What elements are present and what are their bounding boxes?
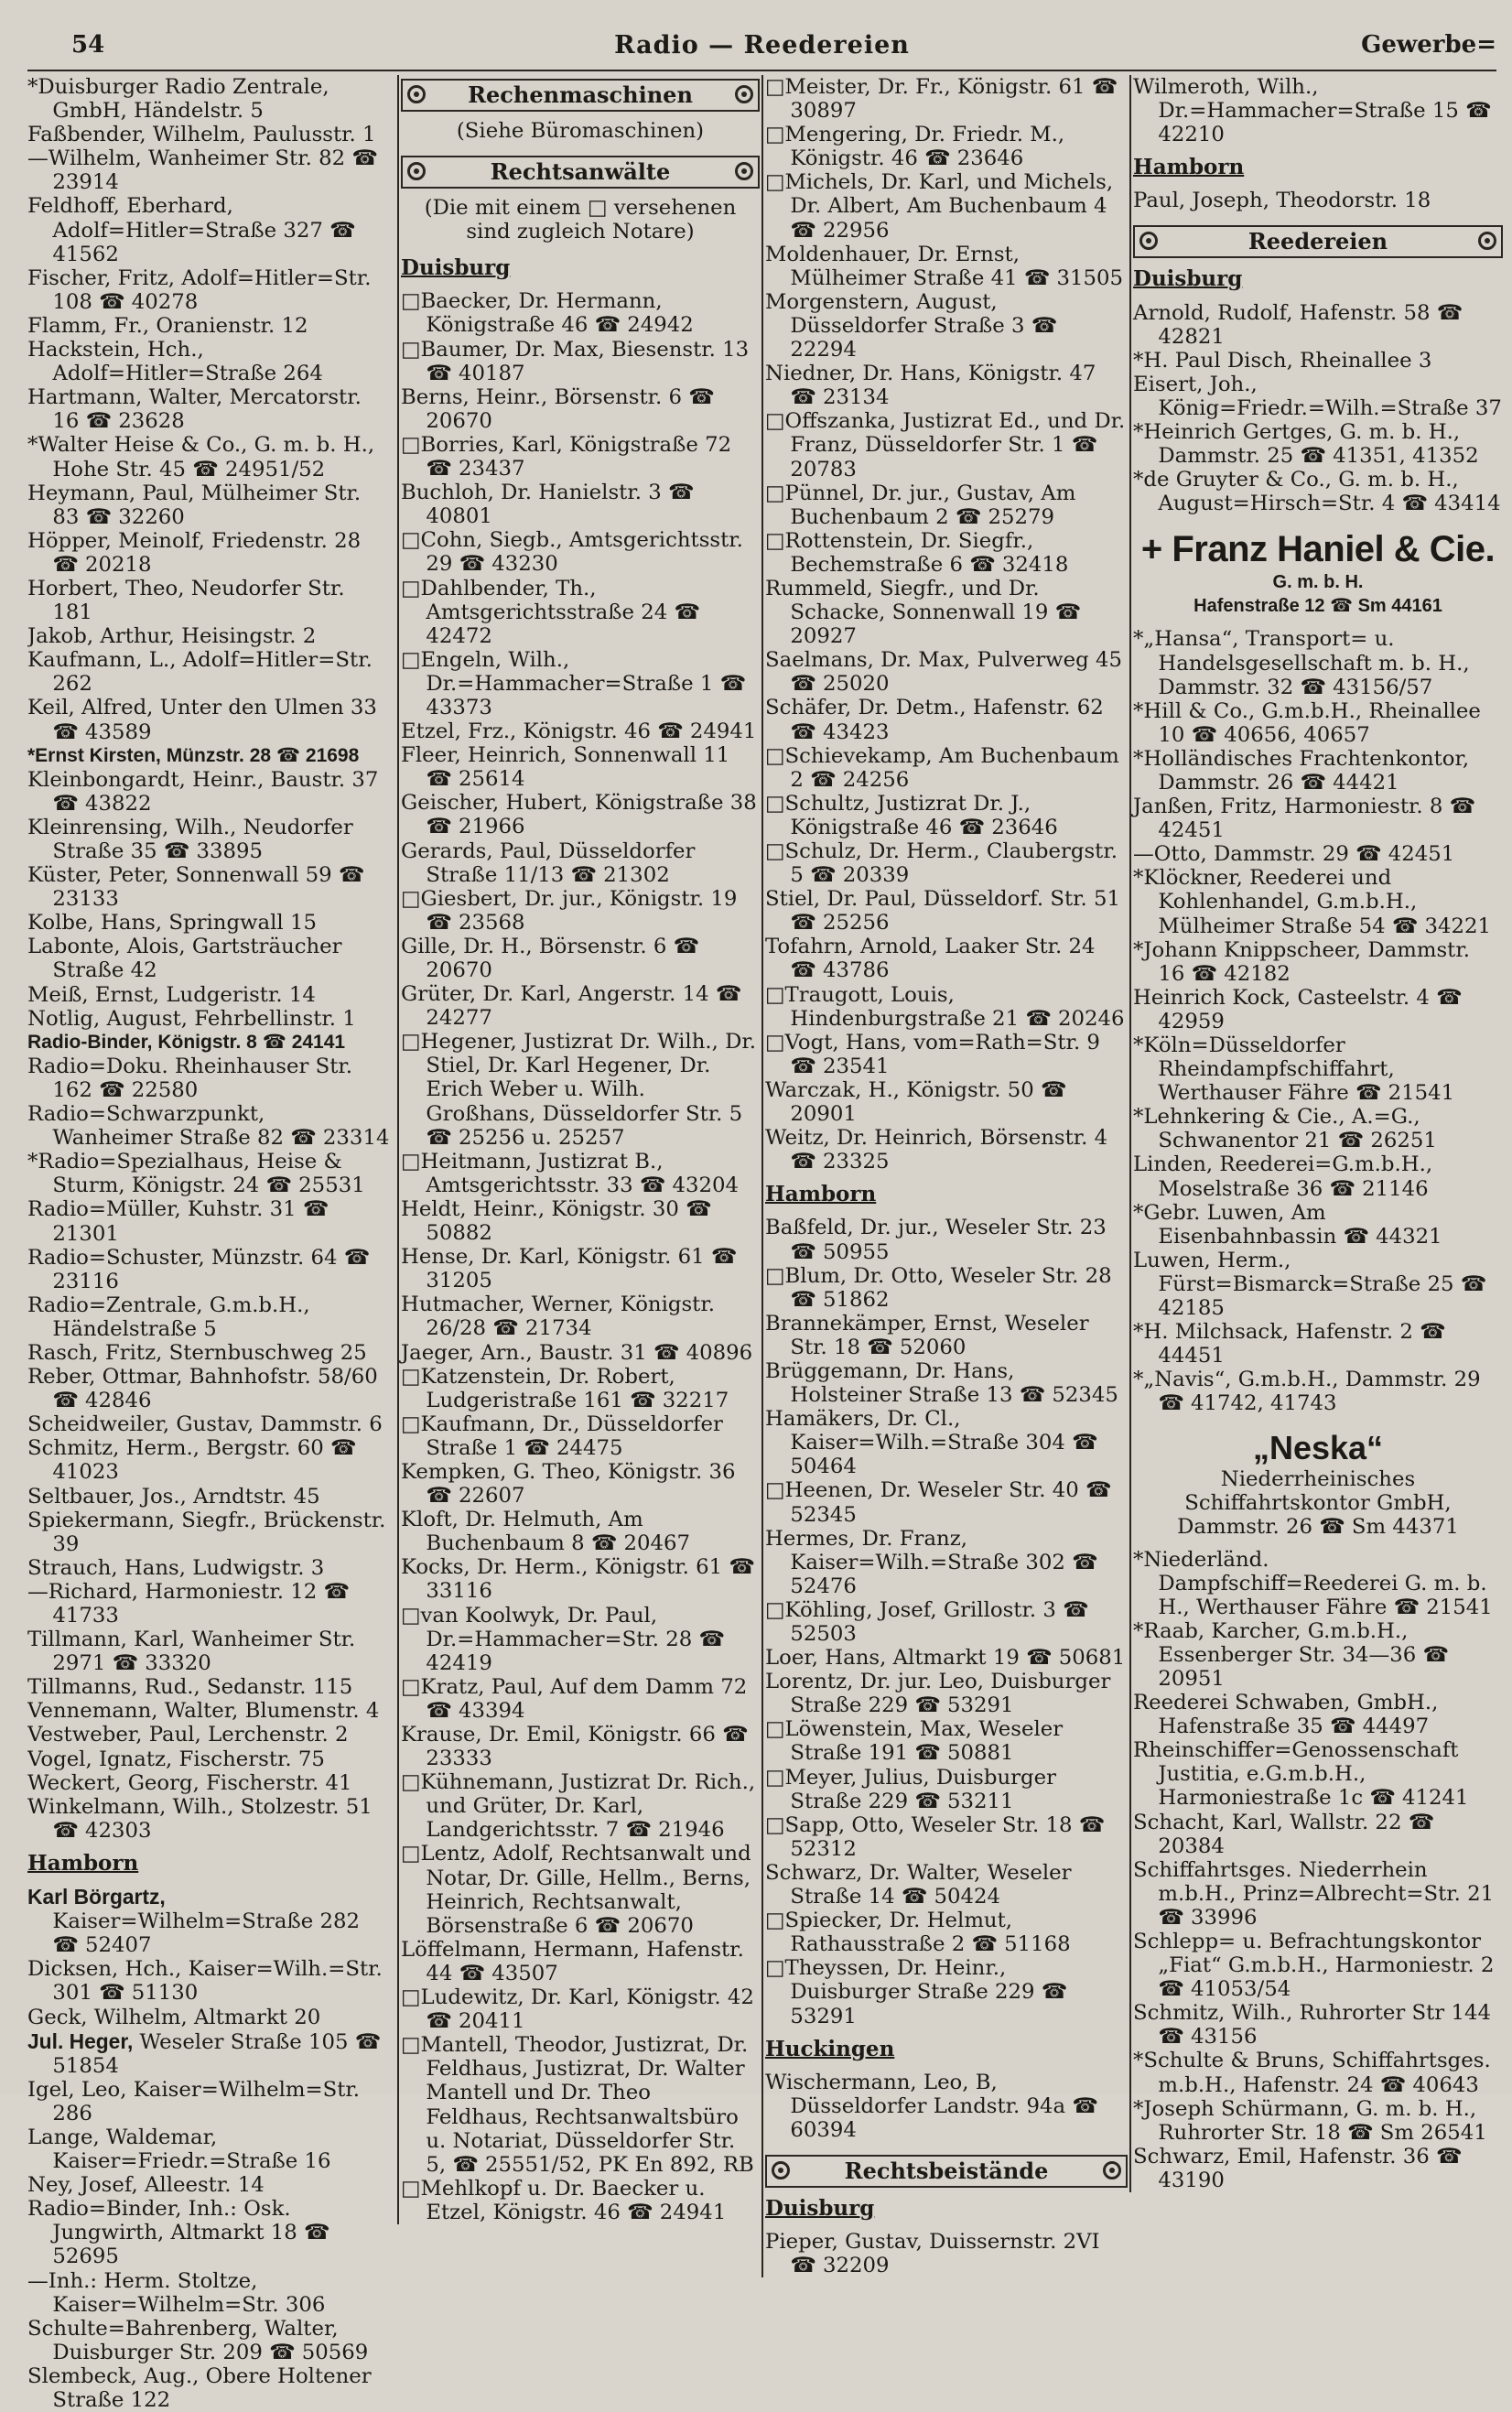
- directory-entry: Kocks, Dr. Herm., Königstr. 61 ☎ 33116: [401, 1555, 755, 1604]
- bullet-ring-icon: [735, 162, 753, 180]
- directory-entry: Keil, Alfred, Unter den Ulmen 33 ☎ 43589: [27, 696, 377, 744]
- directory-entry: □Schulz, Dr. Herm., Claubergstr. 5 ☎ 20339: [765, 839, 1118, 888]
- directory-entry: Janßen, Fritz, Harmoniestr. 8 ☎ 42451: [1133, 795, 1476, 843]
- directory-entry: Rummeld, Siegfr., und Dr. Schacke, Sonnenwall 19 ☎ 20927: [765, 576, 1082, 649]
- directory-entry: *H. Milchsack, Hafenstr. 2 ☎ 44451: [1133, 1320, 1446, 1368]
- directory-entry: Seltbauer, Jos., Arndtstr. 45: [27, 1484, 320, 1509]
- directory-entry: *Lehnkering & Cie., A.=G., Schwanentor 21 ☎ 26251: [1133, 1105, 1437, 1153]
- directory-entry: *Duisburger Radio Zentrale, GmbH, Händelstr. 5: [27, 75, 329, 124]
- directory-entry: Heymann, Paul, Mülheimer Str. 83 ☎ 32260: [27, 481, 362, 529]
- section-header-box: [1133, 225, 1503, 258]
- directory-entry-bold: Radio-Binder, Königstr. 8 ☎ 24141: [27, 1031, 346, 1053]
- directory-entry: *„Navis“, G.m.b.H., Dammstr. 29 ☎ 41742, 41743: [1133, 1368, 1481, 1416]
- section-title: Rechtsbeistände: [844, 2157, 1049, 2184]
- directory-entry: □Michels, Dr. Karl, und Michels, Dr. Albert, Am Buchenbaum 4 ☎ 22956: [765, 170, 1114, 243]
- directory-entry: Weckert, Georg, Fischerstr. 41: [27, 1770, 352, 1795]
- advertisement-neska: [1133, 1429, 1503, 1539]
- ad-address: Niederrheinisches Schiffahrtskontor GmbH, Dammstr. 26 ☎ Sm 44371: [1177, 1466, 1459, 1539]
- directory-entry: □Heitmann, Justizrat B., Amtsgerichtsstr. 33 ☎ 43204: [401, 1149, 740, 1197]
- bullet-ring-icon: [407, 85, 426, 103]
- directory-entry: Radio=Zentrale, G.m.b.H., Händelstraße 5: [27, 1293, 310, 1341]
- directory-entry: Hense, Dr. Karl, Königstr. 61 ☎ 31205: [401, 1245, 738, 1293]
- directory-entry: Rasch, Fritz, Sternbuschweg 25: [27, 1340, 367, 1365]
- directory-entry: Heldt, Heinr., Königstr. 30 ☎ 50882: [401, 1196, 712, 1246]
- directory-entry: □Mehlkopf u. Dr. Baecker u. Etzel, Königstr. 46 ☎ 24941: [401, 2176, 727, 2224]
- directory-entry: □Lentz, Adolf, Rechtsanwalt und Notar, Dr. Gille, Hellm., Berns, Heinrich, Rechtsanwalt, Börsenstraße 6 ☎ 20670: [401, 1842, 751, 1938]
- directory-entry: Jakob, Arthur, Heisingstr. 2: [27, 624, 317, 649]
- directory-entry: —Richard, Harmoniestr. 12 ☎ 41733: [27, 1579, 350, 1628]
- directory-entry: Labonte, Alois, Gartsträucher Straße 42: [27, 935, 342, 983]
- directory-entry: Radio=Schuster, Münzstr. 64 ☎ 23116: [27, 1245, 371, 1293]
- directory-entry: [27, 2029, 390, 2078]
- column-2: [397, 75, 760, 2224]
- bullet-ring-icon: [407, 162, 426, 180]
- directory-entry: Radio=Müller, Kuhstr. 31 ☎ 21301: [27, 1197, 329, 1246]
- place-heading: Hamborn: [765, 1182, 877, 1207]
- directory-entry: Vennemann, Walter, Blumenstr. 4: [27, 1699, 380, 1724]
- directory-entry: Fleer, Heinrich, Sonnenwall 11 ☎ 25614: [401, 743, 730, 792]
- directory-entry: □Schievekamp, Am Buchenbaum 2 ☎ 24256: [765, 743, 1119, 792]
- directory-entry: Lorentz, Dr. jur. Leo, Duisburger Straße 229 ☎ 53291: [765, 1670, 1111, 1718]
- directory-entry: Kleinbongardt, Heinr., Baustr. 37 ☎ 43822: [27, 767, 379, 816]
- directory-entry: Winkelmann, Wilh., Stolzestr. 51 ☎ 42303: [27, 1794, 373, 1843]
- directory-entry: □Vogt, Hans, vom=Rath=Str. 9 ☎ 23541: [765, 1030, 1100, 1078]
- directory-entry: Notlig, August, Fehrbellinstr. 1: [27, 1006, 356, 1031]
- directory-entry: Tillmanns, Rud., Sedanstr. 115: [27, 1675, 353, 1700]
- directory-entry: *Joseph Schürmann, G. m. b. H., Ruhrorter Str. 18 ☎ Sm 26541: [1133, 2096, 1487, 2145]
- directory-entry: —Wilhelm, Wanheimer Str. 82 ☎ 23914: [27, 146, 378, 195]
- directory-entry: □Löwenstein, Max, Weseler Straße 191 ☎ 50881: [765, 1717, 1064, 1766]
- directory-entry: Geck, Wilhelm, Altmarkt 20: [27, 2005, 321, 2029]
- directory-entry: *Gebr. Luwen, Am Eisenbahnbassin ☎ 44321: [1133, 1200, 1442, 1249]
- place-heading: Duisburg: [401, 255, 511, 281]
- section-note: (Siehe Büromaschinen): [456, 119, 705, 143]
- directory-entry: Schulte=Bahrenberg, Walter, Duisburger Str. 209 ☎ 50569: [27, 2316, 369, 2364]
- page-number: 54: [71, 31, 105, 59]
- place-heading: Hamborn: [1133, 155, 1245, 180]
- directory-entry: Lange, Waldemar, Kaiser=Friedr.=Straße 16: [27, 2125, 331, 2174]
- directory-entry: Hutmacher, Werner, Königstr. 26/28 ☎ 21734: [401, 1293, 715, 1341]
- bullet-ring-icon: [1478, 232, 1496, 250]
- directory-entry: [27, 1885, 390, 1957]
- directory-entry: Linden, Reederei=G.m.b.H., Moselstraße 36 ☎ 21146: [1133, 1152, 1433, 1201]
- directory-entry: *H. Paul Disch, Rheinallee 3: [1133, 348, 1432, 373]
- directory-entry: Schacht, Karl, Wallstr. 22 ☎ 20384: [1133, 1810, 1435, 1858]
- column-1: [27, 75, 390, 2412]
- directory-entry: —Inh.: Herm. Stoltze, Kaiser=Wilhelm=Str. 306: [27, 2268, 326, 2317]
- section-header-box: [401, 79, 760, 112]
- directory-entry: □Spiecker, Dr. Helmut, Rathausstraße 2 ☎ 51168: [765, 1909, 1071, 1957]
- directory-entry: □Köhling, Josef, Grillostr. 3 ☎ 52503: [765, 1597, 1089, 1646]
- directory-entry: Niedner, Dr. Hans, Königstr. 47 ☎ 23134: [765, 362, 1096, 410]
- directory-entry: Kaufmann, L., Adolf=Hitler=Str. 262: [27, 648, 373, 697]
- entry-details: Weseler Straße 105 ☎ 51854: [52, 2029, 382, 2078]
- place-heading: Duisburg: [1133, 266, 1243, 292]
- directory-entry: *Walter Heise & Co., G. m. b. H., Hohe Str. 45 ☎ 24951/52: [27, 433, 375, 481]
- directory-entry: Vogel, Ignatz, Fischerstr. 75: [27, 1747, 325, 1771]
- place-heading: Duisburg: [765, 2195, 875, 2221]
- directory-entry: *de Gruyter & Co., G. m. b. H., August=Hirsch=Str. 4 ☎ 43414: [1133, 468, 1501, 516]
- directory-entry: □Rottenstein, Dr. Siegfr., Bechemstraße 6 ☎ 32418: [765, 528, 1069, 577]
- directory-entry: □Mantell, Theodor, Justizrat, Dr. Feldhaus, Justizrat, Dr. Walter Mantell und Dr. Theo Feldhaus, Rechtsanwaltsbüro u. Notariat, Düsseldorfer Str. 5, ☎ 25551/52, PK En 892, RB: [401, 2033, 754, 2177]
- directory-entry: —Otto, Dammstr. 29 ☎ 42451: [1133, 842, 1455, 867]
- directory-entry-bold: *Ernst Kirsten, Münzstr. 28 ☎ 21698: [27, 744, 360, 766]
- directory-entry: □van Koolwyk, Dr. Paul, Dr.=Hammacher=Str. 28 ☎ 42419: [401, 1603, 725, 1675]
- directory-entry: Hartmann, Walter, Mercatorstr. 16 ☎ 23628: [27, 385, 362, 434]
- directory-entry: Morgenstern, August, Düsseldorfer Straße 3 ☎ 22294: [765, 289, 1058, 362]
- directory-entry: Saelmans, Dr. Max, Pulverweg 45 ☎ 25020: [765, 648, 1122, 697]
- directory-entry: □Borries, Karl, Königstraße 72 ☎ 23437: [401, 432, 732, 481]
- directory-entry: Arnold, Rudolf, Hafenstr. 58 ☎ 42821: [1133, 300, 1463, 349]
- directory-entry: Kempken, G. Theo, Königstr. 36 ☎ 22607: [401, 1459, 736, 1509]
- directory-entry: □Theyssen, Dr. Heinr., Duisburger Straße 229 ☎ 53291: [765, 1956, 1068, 2028]
- directory-entry: □Kaufmann, Dr., Düsseldorfer Straße 1 ☎ 24475: [401, 1412, 723, 1460]
- directory-entry: Kloft, Dr. Helmuth, Am Buchenbaum 8 ☎ 20467: [401, 1508, 691, 1556]
- directory-entry: □Mengering, Dr. Friedr. M., Königstr. 46 ☎ 23646: [765, 123, 1065, 171]
- directory-entry: □Schultz, Justizrat Dr. J., Königstraße 46 ☎ 23646: [765, 791, 1058, 839]
- directory-entry: Loer, Hans, Altmarkt 19 ☎ 50681: [765, 1646, 1126, 1671]
- bullet-ring-icon: [1103, 2161, 1121, 2179]
- directory-entry: Meiß, Ernst, Ludgeristr. 14: [27, 982, 316, 1007]
- directory-entry: □Blum, Dr. Otto, Weseler Str. 28 ☎ 51862: [765, 1263, 1112, 1312]
- directory-entry: Tillmann, Karl, Wanheimer Str. 2971 ☎ 33320: [27, 1628, 356, 1676]
- directory-entry: Kolbe, Hans, Springwall 15: [27, 911, 317, 936]
- directory-entry: □Heenen, Dr. Weseler Str. 40 ☎ 52345: [765, 1478, 1112, 1527]
- directory-entry: Horbert, Theo, Neudorfer Str. 181: [27, 576, 345, 625]
- directory-entry: Heinrich Kock, Casteelstr. 4 ☎ 42959: [1133, 985, 1463, 1033]
- directory-entry: Weitz, Dr. Heinrich, Börsenstr. 4 ☎ 23325: [765, 1126, 1108, 1174]
- directory-entry: Radio=Binder, Inh.: Osk. Jungwirth, Altmarkt 18 ☎ 52695: [27, 2197, 330, 2269]
- directory-entry: □Dahlbender, Th., Amtsgerichtsstraße 24 ☎ 42472: [401, 576, 700, 648]
- directory-entry: Hermes, Dr. Franz, Kaiser=Wilh.=Straße 302 ☎ 52476: [765, 1526, 1098, 1598]
- directory-entry: Pieper, Gustav, Duissernstr. 2VI ☎ 32209: [765, 2230, 1100, 2278]
- directory-entry: Wilmeroth, Wilh., Dr.=Hammacher=Straße 15 ☎ 42210: [1133, 75, 1492, 147]
- bullet-ring-icon: [772, 2161, 790, 2179]
- directory-entry: □Traugott, Louis, Hindenburgstraße 21 ☎ 20246: [765, 982, 1125, 1031]
- directory-entry: Feldhoff, Eberhard, Adolf=Hitler=Straße 327 ☎ 41562: [27, 194, 356, 266]
- column-3: [761, 75, 1128, 2277]
- directory-entry: Kleinrensing, Wilh., Neudorfer Straße 35 ☎ 33895: [27, 815, 353, 863]
- directory-entry: □Giesbert, Dr. jur., Königstr. 19 ☎ 23568: [401, 886, 738, 935]
- directory-entry: Eisert, Joh., König=Friedr.=Wilh.=Straße 37: [1133, 372, 1502, 420]
- directory-entry: Luwen, Herm., Fürst=Bismarck=Straße 25 ☎ 42185: [1133, 1248, 1487, 1321]
- directory-entry: □Kratz, Paul, Auf dem Damm 72 ☎ 43394: [401, 1674, 748, 1723]
- directory-entry: Ney, Josef, Alleestr. 14: [27, 2173, 265, 2198]
- directory-entry: Igel, Leo, Kaiser=Wilhelm=Str. 286: [27, 2077, 361, 2125]
- directory-entry: Schwarz, Emil, Hafenstr. 36 ☎ 43190: [1133, 2144, 1463, 2192]
- directory-entry: Schäfer, Dr. Detm., Hafenstr. 62 ☎ 43423: [765, 696, 1104, 744]
- directory-entry: Baßfeld, Dr. jur., Weseler Str. 23 ☎ 50955: [765, 1216, 1107, 1264]
- directory-entry: Berns, Heinr., Börsenstr. 6 ☎ 20670: [401, 384, 715, 433]
- directory-entry: *Johann Knippscheer, Dammstr. 16 ☎ 42182: [1133, 937, 1470, 986]
- directory-entry: □Baecker, Dr. Hermann, Königstraße 46 ☎ 24942: [401, 289, 694, 338]
- directory-entry: □Kühnemann, Justizrat Dr. Rich., und Grüter, Dr. Karl, Landgerichtsstr. 7 ☎ 21946: [401, 1770, 756, 1843]
- directory-entry: Geischer, Hubert, Königstraße 38 ☎ 21966: [401, 791, 757, 839]
- directory-entry: Brannekämper, Ernst, Weseler Str. 18 ☎ 52060: [765, 1311, 1089, 1359]
- page-title: Radio — Reedereien: [614, 31, 910, 59]
- section-title: Reedereien: [1247, 228, 1388, 255]
- directory-entry: Wischermann, Leo, B, Düsseldorfer Landstr. 94a ☎ 60394: [765, 2070, 1098, 2142]
- directory-entry: □Ludewitz, Dr. Karl, Königstr. 42 ☎ 20411: [401, 1985, 754, 2034]
- entry-name-bold: Karl Börgartz,: [27, 1885, 166, 1909]
- directory-entry: Spiekermann, Siegfr., Brückenstr. 39: [27, 1508, 386, 1556]
- directory-entry: Radio=Doku. Rheinhauser Str. 162 ☎ 22580: [27, 1054, 352, 1102]
- directory-entry: Schmitz, Wilh., Ruhrorter Str 144 ☎ 43156: [1133, 2001, 1491, 2050]
- directory-entry: *Hill & Co., G.m.b.H., Rheinallee 10 ☎ 40656, 40657: [1133, 698, 1481, 747]
- place-heading: Huckingen: [765, 2036, 895, 2061]
- directory-entry: *Schulte & Bruns, Schiffahrtsges. m.b.H., Hafenstr. 24 ☎ 40643: [1133, 2049, 1491, 2097]
- section-header-box: [765, 2155, 1128, 2188]
- entry-name-bold: Jul. Heger,: [27, 2028, 134, 2053]
- directory-entry: Radio=Schwarzpunkt, Wanheimer Straße 82 ☎ 23314: [27, 1102, 390, 1151]
- directory-entry: Warczak, H., Königstr. 50 ☎ 20901: [765, 1077, 1067, 1127]
- directory-entry: □Katzenstein, Dr. Robert, Ludgeristraße 161 ☎ 32217: [401, 1364, 729, 1412]
- directory-entry: Strauch, Hans, Ludwigstr. 3: [27, 1555, 325, 1580]
- directory-entry: Schwarz, Dr. Walter, Weseler Straße 14 ☎ 50424: [765, 1860, 1072, 1909]
- directory-entry: Reber, Ottmar, Bahnhofstr. 58/60 ☎ 42846: [27, 1365, 378, 1413]
- directory-entry: *Klöckner, Reederei und Kohlenhandel, G.m.b.H., Mülheimer Straße 54 ☎ 34221: [1133, 866, 1492, 938]
- directory-entry: Höpper, Meinolf, Friedenstr. 28 ☎ 20218: [27, 528, 362, 577]
- bullet-ring-icon: [1139, 232, 1158, 250]
- directory-entry: Hackstein, Hch., Adolf=Hitler=Straße 264: [27, 338, 323, 386]
- directory-entry: Paul, Joseph, Theodorstr. 18: [1133, 189, 1431, 213]
- directory-entry: Scheidweiler, Gustav, Dammstr. 6: [27, 1412, 383, 1437]
- directory-entry: Schlepp= u. Befrachtungskontor „Fiat“ G.m.b.H., Harmoniestr. 2 ☎ 41053/54: [1133, 1930, 1495, 2002]
- directory-entry: □Offszanka, Justizrat Ed., und Dr. Franz, Düsseldorfer Str. 1 ☎ 20783: [765, 409, 1126, 481]
- directory-entry: Rheinschiffer=Genossenschaft Justitia, e.G.m.b.H., Harmoniestraße 1c ☎ 41241: [1133, 1738, 1469, 1811]
- directory-entry: Stiel, Dr. Paul, Düsseldorf. Str. 51 ☎ 25256: [765, 887, 1121, 936]
- directory-entry: Schmitz, Herm., Bergstr. 60 ☎ 41023: [27, 1436, 357, 1485]
- ad-company-form: G. m. b. H.: [1272, 572, 1364, 593]
- directory-entry: Flamm, Fr., Oranienstr. 12: [27, 313, 308, 338]
- directory-entry: Dicksen, Hch., Kaiser=Wilh.=Str. 301 ☎ 51130: [27, 1957, 383, 2006]
- ad-firm-name: + Franz Haniel & Cie.: [1140, 529, 1496, 570]
- place-heading: Hamborn: [27, 1850, 139, 1876]
- directory-entry: Fischer, Fritz, Adolf=Hitler=Str. 108 ☎ 40278: [27, 265, 372, 314]
- directory-entry: *„Hansa“, Transport= u. Handelsgesellschaft m. b. H., Dammstr. 32 ☎ 43156/57: [1133, 627, 1470, 699]
- directory-entry: Moldenhauer, Dr. Ernst, Mülheimer Straße 41 ☎ 31505: [765, 242, 1124, 290]
- directory-entry: Reederei Schwaben, GmbH., Hafenstraße 35 ☎ 44497: [1133, 1691, 1439, 1739]
- section-title: Rechenmaschinen: [468, 81, 693, 108]
- directory-entry: Krause, Dr. Emil, Königstr. 66 ☎ 23333: [401, 1723, 749, 1771]
- directory-entry: □Cohn, Siegb., Amtsgerichtsstr. 29 ☎ 43230: [401, 528, 743, 577]
- ad-address: Hafenstraße 12 ☎ Sm 44161: [1193, 596, 1442, 617]
- directory-entry: Jaeger, Arn., Baustr. 31 ☎ 40896: [401, 1340, 753, 1365]
- directory-entry: □Hegener, Justizrat Dr. Wilh., Dr. Stiel, Dr. Karl Hegener, Dr. Erich Weber u. Wilh. Großhans, Düsseldorfer Str. 5 ☎ 25256 u. 25257: [401, 1030, 757, 1150]
- directory-entry: *Holländisches Frachtenkontor, Dammstr. 26 ☎ 44421: [1133, 746, 1470, 795]
- directory-entry: Vestweber, Paul, Lerchenstr. 2: [27, 1723, 349, 1747]
- directory-entry: Löffelmann, Hermann, Hafenstr. 44 ☎ 43507: [401, 1937, 744, 1985]
- directory-entry: *Raab, Karcher, G.m.b.H., Essenberger Str. 34—36 ☎ 20951: [1133, 1618, 1449, 1691]
- directory-entry: Gerards, Paul, Düsseldorfer Straße 11/13 ☎ 21302: [401, 838, 696, 887]
- directory-entry: Gille, Dr. H., Börsenstr. 6 ☎ 20670: [401, 934, 699, 982]
- section-header-box: [401, 156, 760, 189]
- advertisement-haniel: [1133, 528, 1503, 618]
- directory-entry: Slembeck, Aug., Obere Holtener Straße 122: [27, 2363, 372, 2412]
- directory-entry: □Baumer, Dr. Max, Biesenstr. 13 ☎ 40187: [401, 337, 750, 385]
- page-header: [27, 26, 1496, 71]
- directory-entry: *Niederländ. Dampfschiff=Reederei G. m. b. H., Werthauser Fähre ☎ 21541: [1133, 1547, 1493, 1619]
- directory-entry: Etzel, Frz., Königstr. 46 ☎ 24941: [401, 719, 757, 744]
- directory-entry: *Heinrich Gertges, G. m. b. H., Dammstr. 25 ☎ 41351, 41352: [1133, 420, 1479, 469]
- section-running-head: Gewerbe=: [1361, 31, 1496, 59]
- directory-entry: Tofahrn, Arnold, Laaker Str. 24 ☎ 43786: [765, 935, 1096, 983]
- directory-entry: □Engeln, Wilh., Dr.=Hammacher=Straße 1 ☎ 43373: [401, 647, 746, 719]
- directory-entry: Faßbender, Wilhelm, Paulusstr. 1: [27, 123, 376, 147]
- directory-entry: □Sapp, Otto, Weseler Str. 18 ☎ 52312: [765, 1812, 1106, 1861]
- directory-entry: Buchloh, Dr. Hanielstr. 3 ☎ 40801: [401, 481, 695, 529]
- directory-entry: Schiffahrtsges. Niederrhein m.b.H., Prinz=Albrecht=Str. 21 ☎ 33996: [1133, 1857, 1495, 1930]
- directory-entry: □Meyer, Julius, Duisburger Straße 229 ☎ 53211: [765, 1765, 1057, 1813]
- directory-entry: Grüter, Dr. Karl, Angerstr. 14 ☎ 24277: [401, 982, 742, 1031]
- directory-entry: Küster, Peter, Sonnenwall 59 ☎ 23133: [27, 863, 365, 912]
- directory-entry: Brüggemann, Dr. Hans, Holsteiner Straße 13 ☎ 52345: [765, 1358, 1118, 1408]
- section-title: Rechtsanwälte: [490, 158, 671, 186]
- entry-details: Kaiser=Wilhelm=Straße 282 ☎ 52407: [52, 1909, 361, 1958]
- directory-entry: *Radio=Spezialhaus, Heise & Sturm, Königstr. 24 ☎ 25531: [27, 1150, 365, 1198]
- section-note: (Die mit einem □ versehenen sind zugleich Notare): [424, 196, 737, 244]
- directory-entry: □Pünnel, Dr. jur., Gustav, Am Buchenbaum 2 ☎ 25279: [765, 481, 1076, 529]
- bullet-ring-icon: [735, 85, 753, 103]
- column-4: [1129, 75, 1503, 2192]
- directory-entry: *Köln=Düsseldorfer Rheindampfschiffahrt, Werthauser Fähre ☎ 21541: [1133, 1033, 1455, 1106]
- ad-firm-name: „Neska“: [1252, 1428, 1384, 1466]
- directory-entry: □Meister, Dr. Fr., Königstr. 61 ☎ 30897: [765, 75, 1118, 124]
- directory-entry: Hamäkers, Dr. Cl., Kaiser=Wilh.=Straße 304 ☎ 50464: [765, 1407, 1098, 1479]
